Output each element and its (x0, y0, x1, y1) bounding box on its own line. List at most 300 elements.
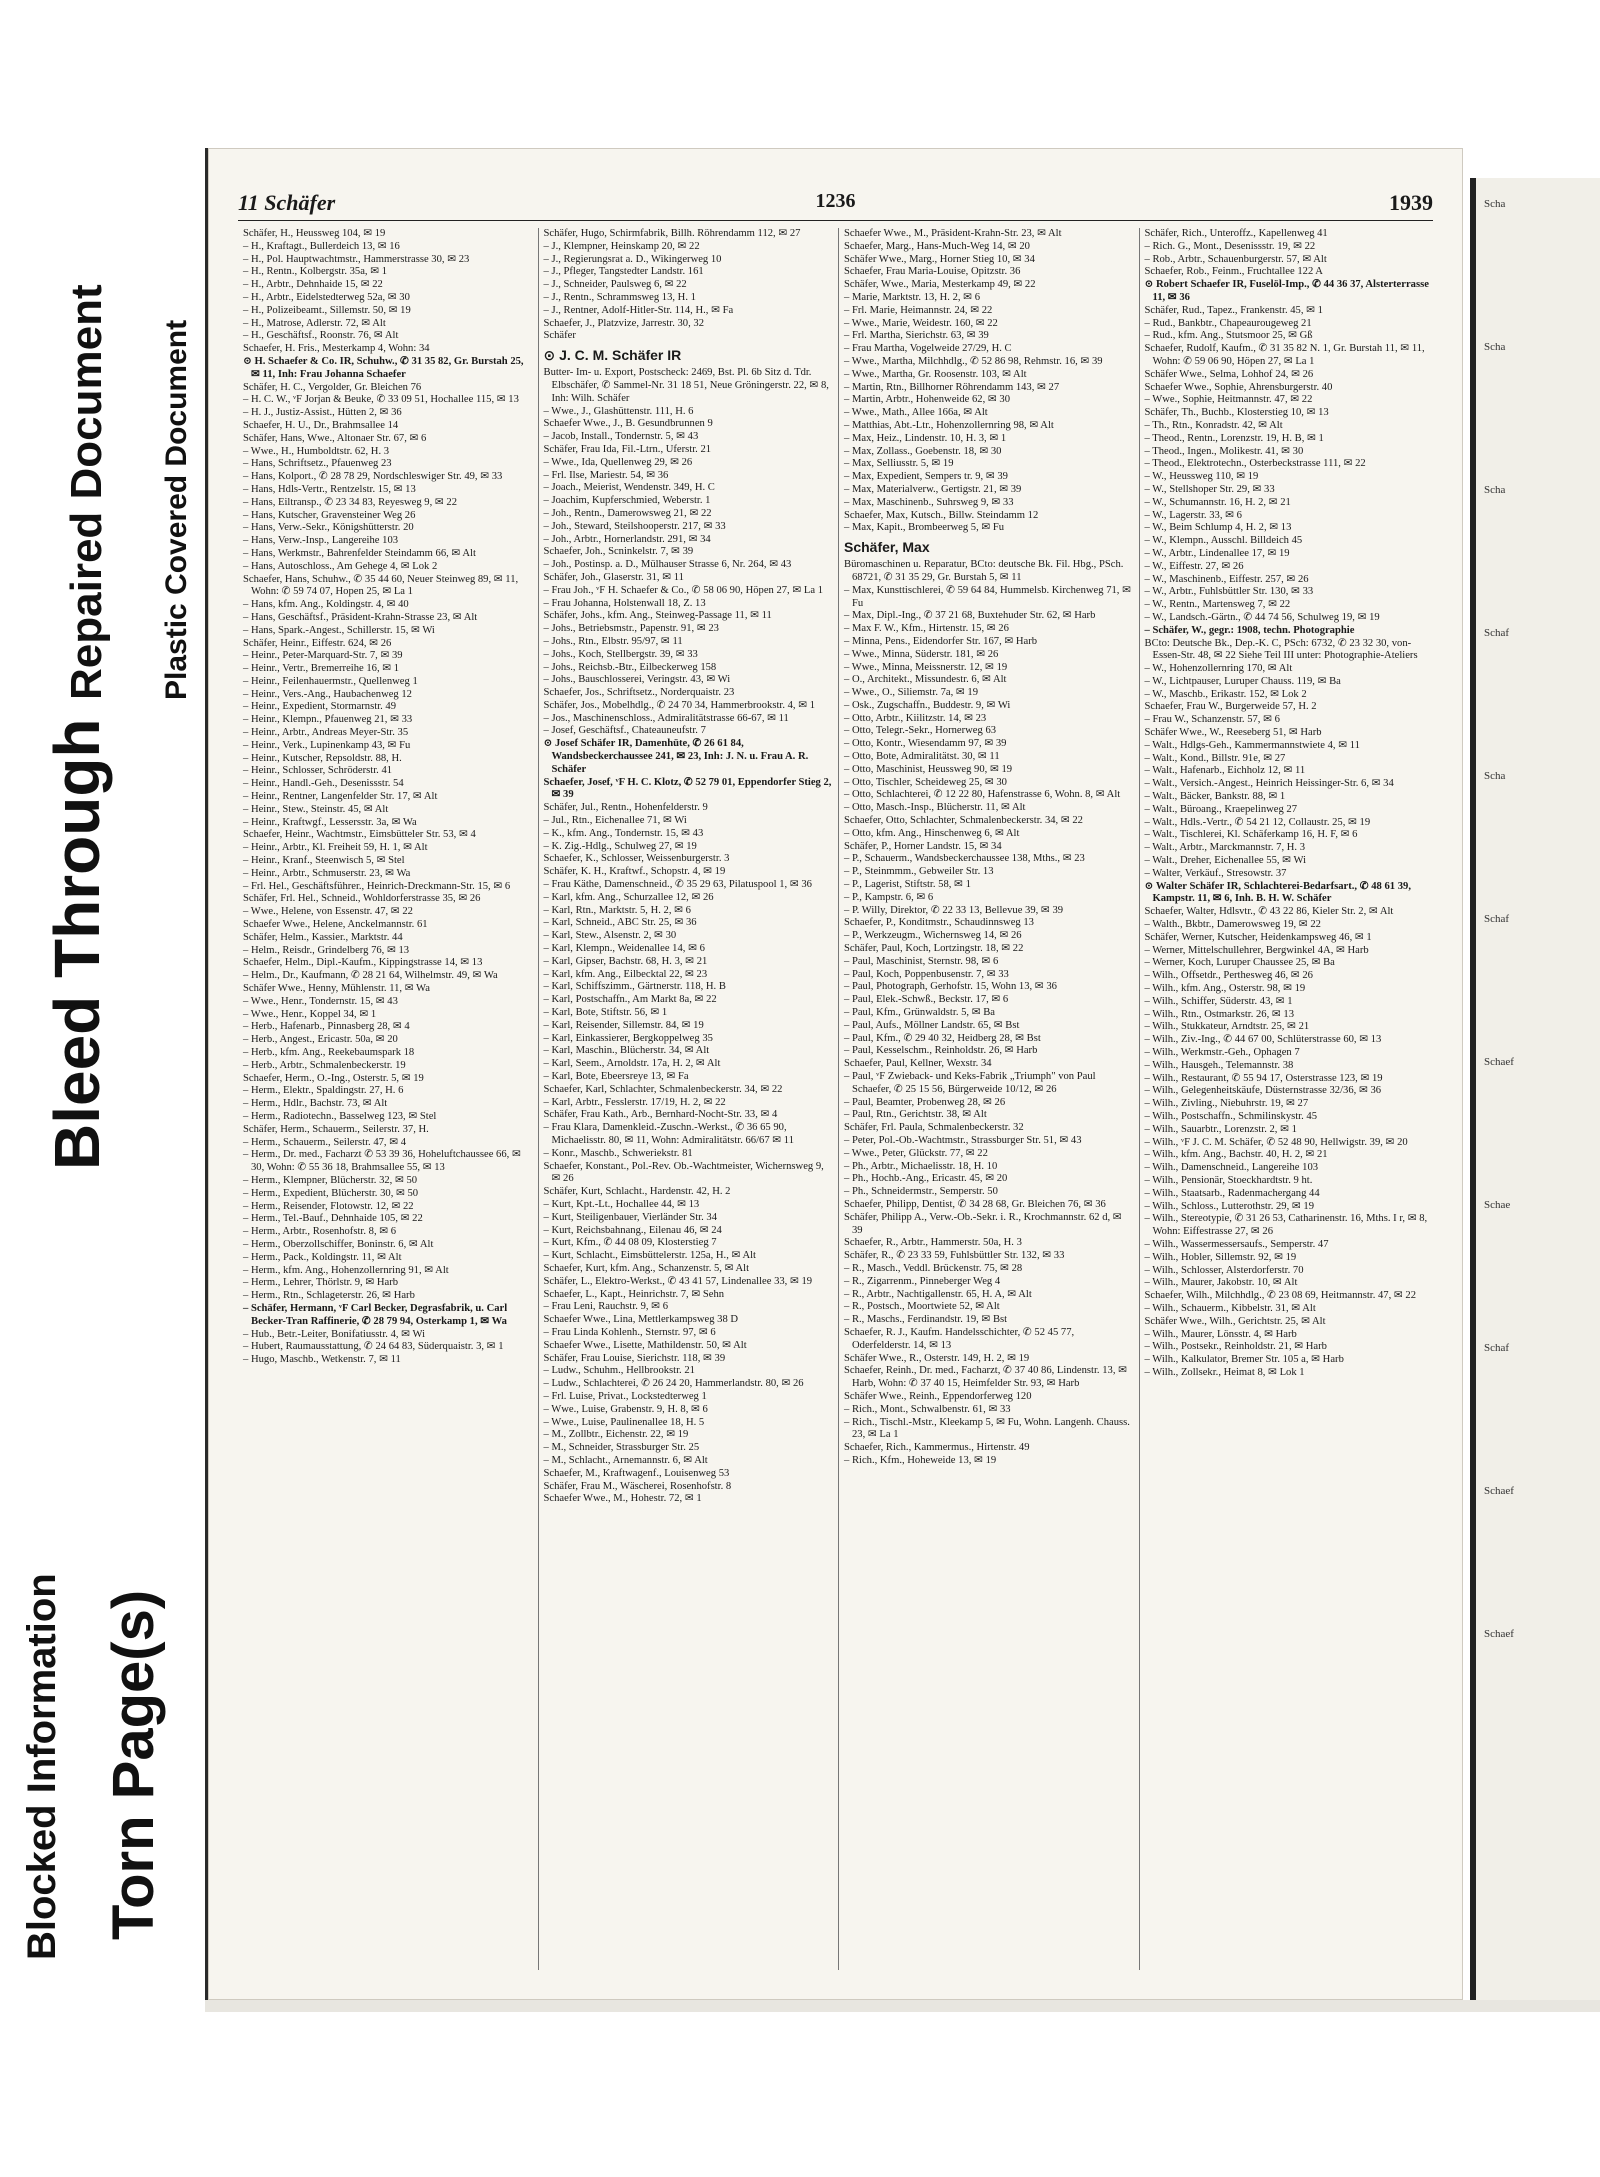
directory-entry: – Wwe., H., Humboldtstr. 62, H. 3 (243, 445, 390, 457)
directory-entry: – Ph., Arbtr., Michaelisstr. 18, H. 10 (844, 1160, 998, 1172)
directory-entry: – Karl, Stew., Alsenstr. 2, ✉ 30 (543, 930, 677, 942)
directory-entry: – P., Lagerist, Stiftstr. 58, ✉ 1 (844, 879, 971, 891)
directory-column-4 (1140, 228, 1440, 1970)
directory-entry: – Paul, Photograph, Gerhofstr. 15, Wohn 13, ✉ 36 (844, 981, 1057, 993)
directory-entry: Schäfer Wwe., Henny, Mühlenstr. 11, ✉ Wa (243, 983, 430, 995)
directory-entry: – Wilh., Schloss., Lutterothstr. 29, ✉ 19 (1144, 1200, 1315, 1212)
directory-entry: – Heinr., Arbtr., Schmuserstr. 23, ✉ Wa (243, 867, 411, 879)
directory-entry: – Wwe., J., Glashüttenstr. 111, H. 6 (543, 405, 694, 417)
directory-entry: – W., Klempn., Ausschl. Billdeich 45 (1144, 535, 1303, 547)
directory-entry: – Max, Kapit., Brombeerweg 5, ✉ Fu (844, 522, 1005, 534)
directory-entry: – Herm., Lehrer, Thörlstr. 9, ✉ Harb (243, 1277, 399, 1289)
directory-entry: – Heinr., Rentner, Langenfelder Str. 17, ✉ Alt (243, 791, 438, 803)
directory-entry: – Wilh., Sauarbtr., Lorenzstr. 2, ✉ 1 (1144, 1123, 1297, 1135)
directory-entry: Schäfer, Max (844, 539, 930, 556)
directory-entry: Schäfer, Joh., Glaserstr. 31, ✉ 11 (543, 571, 684, 583)
directory-entry: – P., Schauerm., Wandsbeckerchaussee 138, Mths., ✉ 23 (844, 853, 1085, 865)
directory-entry: – Wilh., Staatsarb., Radenmachergang 44 (1144, 1187, 1320, 1199)
page-number: 1236 (815, 190, 856, 212)
directory-entry: ⊙ Josef Schäfer IR, Damenhüte, ✆ 26 61 84, Wandsbeckerchaussee 241, ✉ 23, Inh: J. N. u. Frau A. R. Schäfer (543, 738, 809, 775)
directory-entry: – Hans, Kolport., ✆ 28 78 29, Nordschleswiger Str. 49, ✉ 33 (243, 471, 503, 483)
directory-entry: – Heinr., Vers.-Ang., Haubachenweg 12 (243, 688, 412, 700)
directory-entry: Schaefer, Rudolf, Kaufm., ✆ 31 35 82 N. 1, Gr. Burstah 11, ✉ 11, Wohn: ✆ 59 06 90, Höpen 27, ✉ La 1 (1144, 343, 1425, 367)
bleed-through-label: Bleed Through (41, 718, 113, 1170)
directory-entry: – Paul, Rtn., Gerichtstr. 38, ✉ Alt (844, 1109, 987, 1121)
directory-entry: – M., Schneider, Strassburger Str. 25 (543, 1442, 700, 1454)
directory-entry: Schäfer, Frau Ida, Fil.-Ltrn., Uferstr. 21 (543, 443, 712, 455)
directory-entry: Butter- Im- u. Export, Postscheck: 2469, Bst. Pl. 6b Sitz d. Tdr. Elbschäfer, ✆ Sammel-Nr. 31 18 51, Neue Gröningerstr. 22, ✉ 8, Inh: Wilh. Schäfer (543, 367, 829, 404)
directory-entry: – Otto, Tischler, Scheideweg 25, ✉ 30 (844, 776, 1007, 788)
directory-entry: – Heinr., Kranf., Steenwisch 5, ✉ Stel (243, 855, 405, 867)
directory-entry: – Herm., Radiotechn., Basselweg 123, ✉ Stel (243, 1110, 437, 1122)
directory-entry: Schaefer Wwe., Helene, Anckelmannstr. 61 (243, 919, 428, 931)
directory-entry: – W., Landsch.-Gärtn., ✆ 44 74 56, Schulweg 19, ✉ 19 (1144, 611, 1380, 623)
directory-entry: Schaefer, Heinr., Wachtmstr., Eimsbütteler Str. 53, ✉ 4 (243, 829, 476, 841)
directory-entry: – Frau Joh., ᵛF H. Schaefer & Co., ✆ 58 06 90, Höpen 27, ✉ La 1 (543, 584, 823, 596)
adjacent-page-fragment: Schae (1484, 1199, 1511, 1211)
directory-entry: ⊙ Walter Schäfer IR, Schlachterei-Bedarfsart., ✆ 48 61 39, Kampstr. 11, ✉ 6, Inh. B. H. W. Schäfer (1144, 880, 1411, 905)
directory-entry: – Karl, Rtn., Marktstr. 5, H. 2, ✉ 6 (543, 904, 691, 916)
directory-entry: – Heinr., Vertr., Bremerreihe 16, ✉ 1 (243, 663, 400, 675)
directory-entry: – Joach., Meierist, Wendenstr. 349, H. C (543, 482, 715, 494)
directory-entry: – R., Masch., Veddl. Brückenstr. 75, ✉ 28 (844, 1262, 1023, 1274)
directory-entry: – Jacob, Install., Tondernstr. 5, ✉ 43 (543, 431, 699, 443)
directory-entry: – Karl, Klempn., Weidenallee 14, ✉ 6 (543, 943, 705, 955)
directory-entry: – Wwe., Sophie, Heitmannstr. 47, ✉ 22 (1144, 394, 1313, 406)
directory-entry: – Wwe., Math., Allee 166a, ✉ Alt (844, 407, 988, 419)
directory-entry: – W., Arbtr., Fuhlsbüttler Str. 130, ✉ 33 (1144, 586, 1314, 598)
directory-entry: Schäfer, Helm., Kassier., Marktstr. 44 (243, 931, 403, 943)
directory-entry: Schaefer, M., Kraftwagenf., Louisenweg 53 (543, 1467, 730, 1479)
directory-entry: – H. J., Justiz-Assist., Hütten 2, ✉ 36 (243, 407, 402, 419)
directory-entry: – Wilh., Stereotypie, ✆ 31 26 53, Catharinenstr. 16, Mths. I r, ✉ 8, Wohn: Eiffestrasse 27, ✉ 26 (1144, 1213, 1428, 1238)
directory-entry: Schäfer, Frl. Hel., Schneid., Wohldorferstrasse 35, ✉ 26 (243, 893, 481, 905)
directory-entry: – W., Stellshoper Str. 29, ✉ 33 (1144, 483, 1275, 495)
directory-entry: – Max F. W., Kfm., Hirtenstr. 15, ✉ 26 (844, 623, 1009, 635)
directory-entry: – H., Matrose, Adlerstr. 72, ✉ Alt (243, 317, 386, 329)
directory-entry: – Peter, Pol.-Ob.-Wachtmstr., Strassburger Str. 51, ✉ 43 (844, 1134, 1082, 1146)
directory-entry: – P., Steinmmm., Gebweiler Str. 13 (844, 866, 994, 878)
directory-entry: – Karl, Schneid., ABC Str. 25, ✉ 36 (543, 917, 697, 929)
directory-entry: – Frau Klara, Damenkleid.-Zuschn.-Werkst., ✆ 36 65 90, Michaelisstr. 80, ✉ 11, Wohn: Admiralitätstr. 66/67 ✉ 11 (543, 1122, 794, 1146)
directory-entry: – Jos., Maschinenschloss., Admiralitätstrasse 66-67, ✉ 11 (543, 712, 789, 724)
directory-entry: – Th., Rtn., Konradstr. 42, ✉ Alt (1144, 419, 1283, 431)
directory-entry: – Heinr., Arbtr., Kl. Freiheit 59, H. 1, ✉ Alt (243, 842, 428, 854)
directory-entry: – Herm., Hdlr., Bachstr. 73, ✉ Alt (243, 1098, 388, 1110)
directory-entry: – Wwe., Martha, Milchhdlg., ✆ 52 86 98, Rehmstr. 16, ✉ 39 (844, 355, 1103, 367)
directory-entry: – Marie, Marktstr. 13, H. 2, ✉ 6 (844, 291, 980, 303)
directory-entry: Schäfer, Frau Kath., Arb., Bernhard-Nocht-Str. 33, ✉ 4 (543, 1109, 778, 1121)
directory-entry: – H., Arbtr., Eidelstedterweg 52a, ✉ 30 (243, 291, 410, 303)
directory-entry: – Heinr., Kraftwgf., Lessersstr. 3a, ✉ Wa (243, 816, 417, 828)
directory-entry: – Wwe., Peter, Glückstr. 77, ✉ 22 (844, 1147, 988, 1159)
directory-entry: Schaefer, Josef, ᵛF H. C. Klotz, ✆ 52 79 01, Eppendorfer Stieg 2, ✉ 39 (543, 776, 832, 801)
directory-entry: – Helm., Dr., Kaufmann, ✆ 28 21 64, Wilhelmstr. 49, ✉ Wa (243, 970, 498, 982)
directory-entry: – Karl, kfm. Ang., Eilbecktal 22, ✉ 23 (543, 968, 708, 980)
directory-entry: – Minna, Pens., Eidendorfer Str. 167, ✉ Harb (844, 635, 1038, 647)
directory-entry: Schäfer, Frau M., Wäscherei, Rosenhofstr. 8 (543, 1480, 732, 1492)
directory-entry: Schaefer, Karl, Schlachter, Schmalenbeckerstr. 34, ✉ 22 (543, 1083, 783, 1095)
directory-entry: – Max, Zollass., Goebenstr. 18, ✉ 30 (844, 445, 1002, 457)
blocked-information-label: Blocked Information (20, 1573, 64, 1960)
directory-entry: – Max, Expedient, Sempers tr. 9, ✉ 39 (844, 471, 1008, 483)
directory-entry: – Wilh., Zivling., Niebuhrstr. 19, ✉ 27 (1144, 1098, 1309, 1110)
directory-entry: – Wilh., Postsekr., Reinholdstr. 21, ✉ Harb (1144, 1341, 1327, 1353)
directory-entry: – Wwe., Luise, Paulinenallee 18, H. 5 (543, 1416, 705, 1428)
directory-entry: – Herm., Klempner, Blücherstr. 32, ✉ 50 (243, 1174, 418, 1186)
directory-entry: Schaefer, Frau Maria-Louise, Opitzstr. 36 (844, 266, 1021, 278)
directory-entry: Büromaschinen u. Reparatur, BCto: deutsche Bk. Fil. Hbg., PSch. 68721, ✆ 31 35 29, Gr. Burstah 5, ✉ 11 (844, 559, 1124, 583)
directory-entry: – Herb., Hafenarb., Pinnasberg 28, ✉ 4 (243, 1021, 410, 1033)
directory-entry: Schaefer Wwe., Lisette, Mathildenstr. 50, ✉ Alt (543, 1339, 747, 1351)
torn-pages-label: Torn Page(s) (101, 1589, 166, 1940)
directory-entry: – Karl, Schiffszimm., Gärtnerstr. 118, H. B (543, 981, 726, 993)
scan-bottom-edge (205, 2000, 1600, 2012)
directory-entry: Schaefer, Hans, Schuhw., ✆ 35 44 60, Neuer Steinweg 89, ✉ 11, Wohn: ✆ 59 74 07, Hopen 25, ✉ La 1 (243, 573, 519, 598)
directory-entry: Schaefer, Paul, Kellner, Wexstr. 34 (844, 1058, 992, 1070)
directory-entry: Schäfer, P., Horner Landstr. 15, ✉ 34 (844, 840, 1002, 852)
directory-entry: – Frau Martha, Vogelweide 27/29, H. C (844, 343, 1012, 355)
directory-entry: – Schäfer, W., gegr.: 1908, techn. Photographie (1144, 624, 1355, 636)
directory-entry: Schäfer, Frau Louise, Sierichstr. 118, ✉ 39 (543, 1352, 726, 1364)
directory-entry: Schaefer, Max, Kutsch., Billw. Steindamm 12 (844, 509, 1039, 521)
directory-entry: – H. C. W., ᵛF Jorjan & Beuke, ✆ 33 09 51, Hochallee 115, ✉ 13 (243, 394, 519, 406)
directory-entry: – Werner, Koch, Luruper Chaussee 25, ✉ Ba (1144, 957, 1335, 969)
header-section-name: 11 Schäfer (238, 190, 336, 215)
directory-entry: – Heinr., Verk., Lupinenkamp 43, ✉ Fu (243, 739, 411, 751)
directory-entry: – Wwe., Minna, Meissnerstr. 12, ✉ 19 (844, 661, 1008, 673)
directory-entry: – Herm., Arbtr., Rosenhofstr. 8, ✉ 6 (243, 1226, 397, 1238)
directory-entry: Schaefer, R. J., Kaufm. Handelsschichter, ✆ 52 45 77, Oderfelderstr. 14, ✉ 13 (844, 1326, 1075, 1351)
directory-entry: Schäfer, Hans, Wwe., Altonaer Str. 67, ✉ 6 (243, 432, 427, 444)
directory-entry: – Theod., Rentn., Lorenzstr. 19, H. B, ✉ 1 (1144, 432, 1324, 444)
directory-entry: – Hans, Hdls-Vertr., Rentzelstr. 15, ✉ 13 (243, 483, 416, 495)
directory-entry: – Karl, Einkassierer, Bergkoppelweg 35 (543, 1032, 713, 1044)
directory-entry: Schäfer, Hugo, Schirmfabrik, Billh. Röhrendamm 112, ✉ 27 (543, 228, 801, 239)
directory-entry: – W., Hohenzollernring 170, ✉ Alt (1144, 663, 1293, 675)
directory-entry: – Karl, kfm. Ang., Schurzallee 12, ✉ 26 (543, 891, 714, 903)
directory-entry: – P., Kampstr. 6, ✉ 6 (844, 891, 934, 903)
directory-entry: – Herm., Reisender, Flotowstr. 12, ✉ 22 (243, 1200, 414, 1212)
directory-entry: – Max, Dipl.-Ing., ✆ 37 21 68, Buxtehuder Str. 62, ✉ Harb (844, 610, 1096, 622)
directory-entry: – Herm., Expedient, Blücherstr. 30, ✉ 50 (243, 1187, 419, 1199)
directory-entry: Schäfer Wwe., W., Reeseberg 51, ✉ Harb (1144, 727, 1322, 739)
directory-entry: Schaefer, P., Konditmstr., Schaudinnsweg 13 (844, 917, 1034, 929)
directory-entry: Schaefer, Rich., Kammermus., Hirtenstr. 49 (844, 1442, 1030, 1454)
directory-entry: Schaefer Wwe., J., B. Gesundbrunnen 9 (543, 418, 713, 430)
directory-entry: – Walt., Büroang., Kraepelinweg 27 (1144, 803, 1298, 815)
directory-entry: Schäfer Wwe., Marg., Horner Stieg 10, ✉ 34 (844, 253, 1035, 265)
directory-entry: – Hans, Werkmstr., Bahrenfelder Steindamm 66, ✉ Alt (243, 547, 476, 559)
directory-entry: – Max, Kunsttischlerei, ✆ 59 64 84, Hummelsb. Kirchenweg 71, ✉ Fu (844, 584, 1131, 609)
directory-entry: – Max, Selliusstr. 5, ✉ 19 (844, 458, 954, 470)
directory-entry: Schaefer, Reinh., Dr. med., Facharzt, ✆ 37 40 86, Lindenstr. 13, ✉ Harb, Wohn: ✆ 37 40 15, Heimfelder Str. 93, ✉ Harb (844, 1365, 1127, 1390)
directory-entry: – Hans, Autoschloss., Am Gehege 4, ✉ Lok 2 (243, 560, 438, 572)
directory-entry: – Heinr., Expedient, Stormarnstr. 49 (243, 701, 396, 713)
directory-entry: – M., Zollbtr., Eichenstr. 22, ✉ 19 (543, 1429, 689, 1441)
directory-entry: – O., Architekt., Missundestr. 6, ✉ Alt (844, 674, 1007, 686)
directory-entry: Schaefer, Philipp, Dentist, ✆ 34 28 68, Gr. Bleichen 76, ✉ 36 (844, 1198, 1106, 1210)
directory-entry: – Frl. Hel., Geschäftsführer., Heinrich-Dreckmann-Str. 15, ✉ 6 (243, 880, 511, 892)
directory-columns (238, 228, 1439, 1970)
directory-entry: – Otto, kfm. Ang., Hinschenweg 6, ✉ Alt (844, 827, 1020, 839)
directory-entry: – Wilh., Stukkateur, Arndtstr. 25, ✉ 21 (1144, 1021, 1310, 1033)
directory-entry: – Frl. Marie, Heimannstr. 24, ✉ 22 (844, 304, 993, 316)
directory-entry: Schaefer, Marg., Hans-Much-Weg 14, ✉ 20 (844, 240, 1030, 252)
directory-entry: – Karl, Maschin., Blücherstr. 34, ✉ Alt (543, 1045, 710, 1057)
directory-entry: Schäfer, Jos., Mobelhdlg., ✆ 24 70 34, Hammerbrookstr. 4, ✉ 1 (543, 699, 816, 711)
directory-entry: Schäfer Wwe., Selma, Lohhof 24, ✉ 26 (1144, 368, 1314, 380)
directory-entry: – R., Zigarrenm., Pinneberger Weg 4 (844, 1275, 1001, 1287)
directory-entry: – J., Rentner, Adolf-Hitler-Str. 114, H., ✉ Fa (543, 304, 734, 316)
directory-entry: – Karl, Arbtr., Fesslerstr. 17/19, H. 2, ✉ 22 (543, 1096, 726, 1108)
directory-entry: Schaefer, H. U., Dr., Brahmsallee 14 (243, 419, 399, 431)
directory-entry: – Paul, Aufs., Möllner Landstr. 65, ✉ Bst (844, 1019, 1020, 1031)
directory-entry: – Rich., Tischl.-Mstr., Kleekamp 5, ✉ Fu, Wohn. Langenh. Chauss. 23, ✉ La 1 (844, 1416, 1130, 1441)
directory-entry: – W., Maschb., Erikastr. 152, ✉ Lok 2 (1144, 688, 1307, 700)
directory-entry: – Walt., Arbtr., Marckmannstr. 7, H. 3 (1144, 842, 1305, 854)
directory-entry: – Walt., Versich.-Angest., Heinrich Heissinger-Str. 6, ✉ 34 (1144, 778, 1394, 790)
directory-entry: – W., Rentn., Martensweg 7, ✉ 22 (1144, 599, 1291, 611)
directory-entry: – Herm., Tel.-Bauf., Dehnhaide 105, ✉ 22 (243, 1213, 423, 1225)
directory-entry: – Frau Johanna, Holstenwall 18, Z. 13 (543, 597, 706, 609)
directory-entry: ⊙ H. Schaefer & Co. IR, Schuhw., ✆ 31 35 82, Gr. Burstah 25, ✉ 11, Inh: Frau Johanna Schaefer (243, 355, 524, 380)
directory-entry: – Frl. Ilse, Mariestr. 54, ✉ 36 (543, 469, 669, 481)
directory-entry: – Helm., Reisdr., Grindelberg 76, ✉ 13 (243, 944, 410, 956)
directory-entry: – Herb., kfm. Ang., Reekebaumspark 18 (243, 1047, 415, 1058)
directory-entry: – Joh., Rentn., Damerowsweg 21, ✉ 22 (543, 507, 712, 519)
directory-entry: – Walt., Hafenarb., Eichholz 12, ✉ 11 (1144, 765, 1306, 777)
directory-entry: – Frau Leni, Rauchstr. 9, ✉ 6 (543, 1301, 669, 1313)
directory-entry: Schaefer, Konstant., Pol.-Rev. Ob.-Wachtmeister, Wichernsweg 9, ✉ 26 (543, 1160, 824, 1185)
directory-entry: Schaefer, R., Arbtr., Hammerstr. 50a, H. 3 (844, 1237, 1022, 1249)
directory-entry: Schäfer, Wwe., Maria, Mesterkamp 49, ✉ 22 (844, 279, 1036, 291)
directory-column-1 (238, 228, 539, 1970)
directory-entry: – W., Schumannstr. 16, H. 2, ✉ 21 (1144, 496, 1291, 508)
directory-entry: Schaefer Wwe., Lina, Mettlerkampsweg 38 D (543, 1314, 739, 1326)
directory-entry: Schäfer, Frl. Paula, Schmalenbeckerstr. 32 (844, 1122, 1024, 1134)
directory-entry: – Wwe., Martha, Gr. Roosenstr. 103, ✉ Alt (844, 368, 1027, 380)
directory-entry: – Wilh., kfm. Ang., Bachstr. 40, H. 2, ✉ 21 (1144, 1149, 1328, 1161)
directory-entry: – Hans, Kutscher, Gravensteiner Weg 26 (243, 509, 416, 521)
directory-entry: Schäfer, Paul, Koch, Lortzingstr. 18, ✉ 22 (844, 943, 1024, 955)
page-header (238, 190, 1433, 221)
directory-entry: – Walt., Kond., Billstr. 91e, ✉ 27 (1144, 752, 1286, 764)
directory-column-3 (839, 228, 1140, 1970)
directory-entry: Schaefer, Rob., Feinm., Fruchtallee 122 A (1144, 266, 1323, 278)
directory-entry: – Wilh., Restaurant, ✆ 55 94 17, Osterstrasse 123, ✉ 19 (1144, 1072, 1383, 1084)
directory-entry: – Martin, Arbtr., Hohenweide 62, ✉ 30 (844, 394, 1010, 406)
directory-entry: – Konr., Maschb., Schweriekstr. 81 (543, 1147, 693, 1159)
directory-entry: – Wwe., Henr., Koppel 34, ✉ 1 (243, 1008, 377, 1020)
directory-entry: – Karl, Reisender, Sillemstr. 84, ✉ 19 (543, 1019, 704, 1031)
directory-entry: Schäfer Wwe., Wilh., Gerichtstr. 25, ✉ Alt (1144, 1315, 1326, 1327)
directory-entry: – Hans, kfm. Ang., Koldingstr. 4, ✉ 40 (243, 599, 409, 611)
directory-entry: – P., Werkzeugm., Wichernsweg 14, ✉ 26 (844, 930, 1022, 942)
directory-entry: – Wilh., Damenschneid., Langereihe 103 (1144, 1162, 1319, 1174)
directory-entry: – Heinr., Kutscher, Repsoldstr. 88, H. (243, 752, 402, 764)
directory-entry: Schaefer, Jos., Schriftsetz., Norderquaistr. 23 (543, 687, 735, 699)
directory-entry: – Wilh., Offsetdr., Perthesweg 46, ✉ 26 (1144, 970, 1313, 982)
directory-entry: – Wwe., Minna, Süderstr. 181, ✉ 26 (844, 648, 999, 660)
directory-entry: – Walt., Tischlerei, Kl. Schäferkamp 16, H. F, ✉ 6 (1144, 829, 1358, 841)
directory-entry: – Wilh., Pensionär, Stoeckhardtstr. 9 ht. (1144, 1174, 1313, 1186)
directory-entry: Schaefer, Joh., Scninkelstr. 7, ✉ 39 (543, 546, 694, 558)
directory-entry: – Wilh., Zollsekr., Heimat 8, ✉ Lok 1 (1144, 1366, 1305, 1378)
directory-entry: – Wwe., Luise, Grabenstr. 9, H. 8, ✉ 6 (543, 1403, 708, 1415)
directory-entry: Schaefer Wwe., M., Präsident-Krahn-Str. 23, ✉ Alt (844, 228, 1062, 239)
directory-entry: Schäfer, L., Elektro-Werkst., ✆ 43 41 57, Lindenallee 33, ✉ 19 (543, 1275, 813, 1287)
directory-entry: Schaefer, Walter, Hdlsvtr., ✆ 43 22 86, Kieler Str. 2, ✉ Alt (1144, 906, 1394, 918)
directory-entry: – Joh., Steward, Steilshooperstr. 217, ✉ 33 (543, 520, 726, 532)
directory-entry: – Herm., Dr. med., Facharzt ✆ 53 39 36, Hoheluftchaussee 66, ✉ 30, Wohn: ✆ 55 36 18, Brahmsallee 55, ✉ 13 (243, 1149, 521, 1174)
directory-entry: – Walt., Bäcker, Bankstr. 88, ✉ 1 (1144, 791, 1286, 803)
directory-entry: Schaefer, H. Fris., Mesterkamp 4, Wohn: 34 (243, 343, 430, 355)
directory-entry: – Wilh., Postschaffn., Schmilinskystr. 45 (1144, 1110, 1318, 1122)
directory-entry: – Schäfer, Hermann, ᵛF Carl Becker, Degrasfabrik, u. Carl Becker-Tran Raffinerie, ✆ 28 79 94, Osterkamp 1, ✉ Wa (243, 1302, 508, 1327)
directory-entry: – Hub., Betr.-Leiter, Bonifatiusstr. 4, ✉ Wi (243, 1328, 426, 1340)
directory-entry: – W., Heussweg 110, ✉ 19 (1144, 471, 1259, 483)
directory-entry: – Kurt, Steiligenbauer, Vierländer Str. 34 (543, 1211, 718, 1223)
directory-entry: – J., Regierungsrat a. D., Wikingerweg 10 (543, 253, 722, 265)
directory-entry: – H., Polizeibeamt., Sillemstr. 50, ✉ 19 (243, 304, 411, 316)
directory-entry: – Hans, Verw.-Insp., Langereihe 103 (243, 535, 399, 547)
directory-entry: – Herb., Arbtr., Schmalenbeckerstr. 19 (243, 1059, 406, 1071)
directory-entry: – Paul, Koch, Poppenbusenstr. 7, ✉ 33 (844, 968, 1009, 980)
directory-entry: – H., Pol. Hauptwachtmstr., Hammerstrasse 30, ✉ 23 (243, 253, 470, 265)
directory-entry: – K. Zig.-Hdlg., Schulweg 27, ✉ 19 (543, 840, 697, 852)
directory-entry: – Karl, Gipser, Bachstr. 68, H. 3, ✉ 21 (543, 955, 708, 967)
adjacent-page-fragment: Schaf (1484, 1342, 1510, 1354)
directory-entry: – Joh., Postinsp. a. D., Mülhauser Strasse 6, Nr. 264, ✉ 43 (543, 559, 792, 571)
directory-entry: – Otto, Maschinist, Heussweg 90, ✉ 19 (844, 763, 1013, 775)
directory-entry: Schäfer, Jul., Rentn., Hohenfelderstr. 9 (543, 802, 708, 814)
directory-entry: – Wilh., Gelegenheitskäufe, Düsternstrasse 32/36, ✉ 36 (1144, 1085, 1382, 1097)
directory-entry: – J., Schneider, Paulsweg 6, ✉ 22 (543, 279, 687, 291)
directory-entry: Schaefer, Helm., Dipl.-Kaufm., Kippingstrasse 14, ✉ 13 (243, 957, 483, 969)
directory-entry: – Frau Linda Kohlenh., Sternstr. 97, ✉ 6 (543, 1326, 716, 1338)
directory-entry: Schäfer, H., Heussweg 104, ✉ 19 (243, 228, 386, 239)
directory-entry: – Max, Maschinenb., Suhrsweg 9, ✉ 33 (844, 496, 1014, 508)
directory-entry: – Paul, Elek.-Schwß., Beckstr. 17, ✉ 6 (844, 994, 1009, 1006)
directory-entry: – Rich., Mont., Schwalbenstr. 61, ✉ 33 (844, 1403, 1011, 1415)
directory-entry: Schaefer, K., Schlosser, Weissenburgerstr. 3 (543, 853, 730, 865)
adjacent-page-fragment: Scha (1484, 341, 1506, 353)
directory-entry: – Johs., Koch, Stellbergstr. 39, ✉ 33 (543, 648, 698, 660)
directory-entry: – W., Eiffestr. 27, ✉ 26 (1144, 560, 1244, 572)
directory-entry: – W., Arbtr., Lindenallee 17, ✉ 19 (1144, 547, 1290, 559)
adjacent-page-fragment: Schaf (1484, 627, 1510, 639)
directory-entry: – Karl, Bote, Ebeersreye 13, ✉ Fa (543, 1071, 689, 1082)
directory-entry: – Herb., Angest., Ericastr. 50a, ✉ 20 (243, 1034, 398, 1046)
directory-entry: – Karl, Seem., Arnoldstr. 17a, H. 2, ✉ Alt (543, 1058, 721, 1070)
directory-entry: – Wilh., kfm. Ang., Osterstr. 98, ✉ 19 (1144, 983, 1306, 995)
directory-entry: Schaefer, Frau W., Burgerweide 57, H. 2 (1144, 701, 1317, 713)
directory-entry: – Paul, ᵛF Zwieback- und Keks-Fabrik „Triumph" von Paul Schaefer, ✆ 25 15 56, Bürgerweide 10/12, ✉ 26 (844, 1071, 1096, 1095)
adjacent-page-edge (1470, 178, 1600, 2000)
directory-entry: Schäfer, Werner, Kutscher, Heidenkampsweg 46, ✉ 1 (1144, 931, 1372, 943)
directory-entry: – Heinr., Schlosser, Schröderstr. 41 (243, 765, 393, 777)
directory-entry: – J., Rentn., Schrammsweg 13, H. 1 (543, 291, 696, 303)
directory-entry: Schaefer, J., Platzvize, Jarrestr. 30, 32 (543, 317, 704, 329)
directory-entry: Schäfer Wwe., Reinh., Eppendorferweg 120 (844, 1390, 1032, 1402)
directory-entry: Schäfer, K. H., Kraftwf., Schopstr. 4, ✉ 19 (543, 866, 726, 878)
directory-entry: Schäfer, Kurt, Schlacht., Hardenstr. 42, H. 2 (543, 1186, 731, 1198)
directory-entry: – Kurt, Schlacht., Eimsbüttelerstr. 125a, H., ✉ Alt (543, 1250, 756, 1262)
directory-entry: – Herm., Elektr., Spaldingstr. 27, H. 6 (243, 1085, 404, 1097)
directory-entry: – W., Lichtpauser, Luruper Chauss. 119, ✉ Ba (1144, 675, 1341, 687)
directory-entry: – Theod., Ingen., Molikestr. 41, ✉ 30 (1144, 445, 1304, 457)
adjacent-page-fragment: Schaef (1484, 1485, 1514, 1497)
directory-entry: – Rich. G., Mont., Desenissstr. 19, ✉ 22 (1144, 240, 1316, 252)
directory-entry: – Hans, Spark.-Angest., Schillerstr. 15, ✉ Wi (243, 624, 435, 636)
directory-entry: – Wilh., Ziv.-Ing., ✆ 44 67 00, Schlüterstrasse 60, ✉ 13 (1144, 1034, 1382, 1046)
directory-entry: – Ph., Schneidermstr., Semperstr. 50 (844, 1186, 998, 1198)
directory-entry: – Kurt, Reichsbahnang., Eilenau 46, ✉ 24 (543, 1224, 722, 1236)
directory-entry: – Otto, Telegr.-Sekr., Hornerweg 63 (844, 725, 997, 737)
directory-entry: – Matthias, Abt.-Ltr., Hohenzollernring 98, ✉ Alt (844, 419, 1054, 431)
directory-entry: – Otto, Arbtr., Kiilitzstr. 14, ✉ 23 (844, 712, 987, 724)
directory-entry: – Paul, Kesselschm., Reinholdstr. 26, ✉ Harb (844, 1045, 1038, 1057)
directory-entry: Schäfer (543, 330, 576, 342)
directory-entry: – K., kfm. Ang., Tondernstr. 15, ✉ 43 (543, 827, 704, 839)
directory-entry: – J., Klempner, Heinskamp 20, ✉ 22 (543, 240, 700, 252)
directory-entry: – Kurt, Kfm., ✆ 44 08 09, Klosterstieg 7 (543, 1237, 717, 1249)
directory-entry: – Hans, Schriftsetz., Pfauenweg 23 (243, 458, 392, 470)
directory-entry: Schäfer, R., ✆ 23 33 59, Fuhlsbüttler Str. 132, ✉ 33 (844, 1250, 1065, 1262)
directory-entry: – W., Maschinenb., Eiffestr. 257, ✉ 26 (1144, 573, 1309, 585)
directory-entry: – Otto, Bote, Admiralitätst. 30, ✉ 11 (844, 751, 1000, 763)
directory-entry: – Heinr., Feilenhauermstr., Quellenweg 1 (243, 675, 418, 687)
directory-entry: – Ludw., Schuhm., Hellbrookstr. 21 (543, 1365, 695, 1377)
adjacent-page-fragment: Schaf (1484, 913, 1510, 925)
directory-entry: – P. Willy, Direktor, ✆ 22 33 13, Bellevue 39, ✉ 39 (844, 904, 1064, 916)
directory-entry: Schaefer, Herm., O.-Ing., Osterstr. 5, ✉ 19 (243, 1072, 424, 1084)
directory-entry: Schäfer, Philipp A., Verw.-Ob.-Sekr. i. R., Krochmannstr. 62 d, ✉ 39 (844, 1211, 1122, 1236)
directory-entry: – Rud., kfm. Ang., Stutsmoor 25, ✉ Gß (1144, 330, 1313, 342)
directory-entry: – Hugo, Maschb., Wetkenstr. 7, ✉ 11 (243, 1354, 401, 1366)
directory-entry: – W., Lagerstr. 33, ✉ 6 (1144, 509, 1242, 521)
adjacent-page-fragment: Schaef (1484, 1628, 1514, 1640)
directory-entry: – Johs., Bauschlosserei, Veringstr. 43, ✉ Wi (543, 674, 731, 686)
directory-entry: – Frau W., Schanzenstr. 57, ✉ 6 (1144, 714, 1280, 726)
directory-entry: ⊙ Robert Schaefer IR, Fuselöl-Imp., ✆ 44 36 37, Alsterterrasse 11, ✉ 36 (1144, 279, 1429, 303)
directory-entry: – Johs., Reichsb.-Btr., Eilbeckerweg 158 (543, 661, 717, 673)
directory-page (205, 148, 1463, 2000)
directory-entry: – Karl, Postschaffn., Am Markt 8a, ✉ 22 (543, 994, 717, 1006)
directory-entry: – W., Beim Schlump 4, H. 2, ✉ 13 (1144, 522, 1292, 534)
directory-entry: – Wilh., Wassermessersaufs., Semperstr. 47 (1144, 1238, 1329, 1250)
directory-entry: Schäfer, Johs., kfm. Ang., Steinweg-Passage 11, ✉ 11 (543, 610, 772, 622)
directory-entry: – Paul, Maschinist, Sternstr. 98, ✉ 6 (844, 955, 999, 967)
directory-entry: – Josef, Geschäftsf., Chateauneufstr. 7 (543, 725, 706, 737)
directory-entry: – H., Kraftagt., Bullerdeich 13, ✉ 16 (243, 240, 400, 252)
directory-entry: – Wilh., Werkmstr.-Geh., Ophagen 7 (1144, 1047, 1300, 1058)
directory-entry: – Wwe., Ida, Quellenweg 29, ✉ 26 (543, 456, 693, 468)
directory-entry: – Ph., Hochb.-Ang., Ericastr. 45, ✉ 20 (844, 1173, 1008, 1185)
adjacent-page-fragment: Scha (1484, 770, 1506, 782)
directory-entry: Schäfer Wwe., R., Osterstr. 149, H. 2, ✉ 19 (844, 1352, 1030, 1364)
directory-entry: – Otto, Schlachterei, ✆ 12 22 80, Hafenstrasse 6, Wohn. 8, ✉ Alt (844, 789, 1121, 801)
directory-entry: – Wilh., Hobler, Sillemstr. 92, ✉ 19 (1144, 1251, 1297, 1263)
adjacent-page-fragment: Scha (1484, 484, 1506, 496)
directory-entry: – R., Postsch., Moortwiete 52, ✉ Alt (844, 1301, 1000, 1313)
directory-entry: – Paul, Kfm., ✆ 29 40 32, Heidberg 28, ✉ Bst (844, 1032, 1041, 1044)
directory-entry: – Walth., Bkbtr., Damerowsweg 19, ✉ 22 (1144, 919, 1321, 931)
directory-entry: – Hans, Verw.-Sekr., Königshütterstr. 20 (243, 522, 414, 534)
directory-entry: – H., Rentn., Kolbergstr. 35a, ✉ 1 (243, 266, 388, 278)
directory-entry: – Heinr., Klempn., Pfauenweg 21, ✉ 33 (243, 714, 413, 726)
